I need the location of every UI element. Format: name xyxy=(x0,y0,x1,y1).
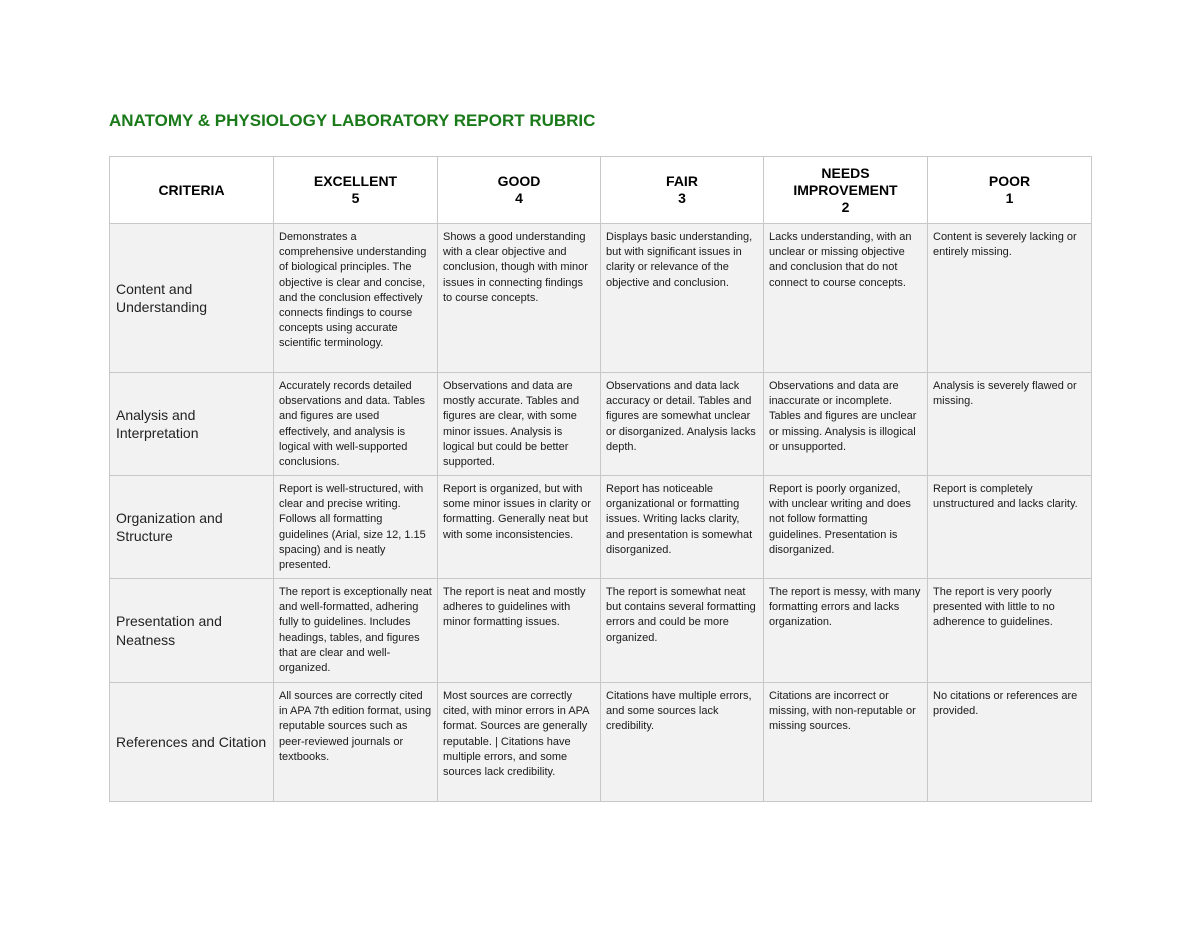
header-label: GOOD xyxy=(497,173,541,189)
descriptor-needs-improvement: Lacks understanding, with an unclear or missing objective and conclusion that do not connect to course concepts. xyxy=(764,224,928,373)
descriptor-fair: Displays basic understanding, but with significant issues in clarity or relevance of the objective and conclusion. xyxy=(601,224,764,373)
criterion-cell: Presentation and Neatness xyxy=(110,579,274,683)
header-label: EXCELLENT xyxy=(313,173,398,189)
descriptor-excellent: Report is well-structured, with clear and precise writing. Follows all formatting guidelines (Arial, size 12, 1.15 spacing) and is neatly presented. xyxy=(274,476,438,579)
header-row xyxy=(110,157,1092,224)
header-label: NEEDS IMPROVEMENT xyxy=(793,164,898,198)
descriptor-good: The report is neat and mostly adheres to guidelines with minor formatting issues. xyxy=(438,579,601,683)
table-row xyxy=(110,373,1092,476)
descriptor-excellent: Accurately records detailed observations and data. Tables and figures are used effectively, and analysis is logical with well-supported conclusions. xyxy=(274,373,438,476)
criterion-cell: Analysis and Interpretation xyxy=(110,373,274,476)
descriptor-poor: Analysis is severely flawed or missing. xyxy=(928,373,1092,476)
header-good xyxy=(438,157,601,224)
descriptor-poor: Report is completely unstructured and lacks clarity. xyxy=(928,476,1092,579)
descriptor-poor: Content is severely lacking or entirely missing. xyxy=(928,224,1092,373)
header-score: 3 xyxy=(678,190,686,206)
header-score: 1 xyxy=(1005,190,1014,206)
descriptor-needs-improvement: Report is poorly organized, with unclear writing and does not follow formatting guidelines. Presentation is disorganized. xyxy=(764,476,928,579)
table-row xyxy=(110,579,1092,683)
descriptor-excellent: The report is exceptionally neat and well-formatted, adhering fully to guidelines. Includes headings, tables, and figures that are clear and well-organized. xyxy=(274,579,438,683)
descriptor-good: Shows a good understanding with a clear objective and conclusion, though with minor issues in connecting findings to course concepts. xyxy=(438,224,601,373)
descriptor-good: Report is organized, but with some minor issues in clarity or formatting. Generally neat but with some inconsistencies. xyxy=(438,476,601,579)
criterion-cell: References and Citation xyxy=(110,683,274,802)
descriptor-needs-improvement: The report is messy, with many formatting errors and lacks organization. xyxy=(764,579,928,683)
descriptor-excellent: All sources are correctly cited in APA 7th edition format, using reputable sources such as peer-reviewed journals or textbooks. xyxy=(274,683,438,802)
header-score: 5 xyxy=(351,190,360,206)
descriptor-poor: The report is very poorly presented with little to no adherence to guidelines. xyxy=(928,579,1092,683)
criterion-cell: Organization and Structure xyxy=(110,476,274,579)
descriptor-good: Most sources are correctly cited, with minor errors in APA format. Sources are generally reputable. | Citations have multiple errors, and some sources lack credibility. xyxy=(438,683,601,802)
header-criteria xyxy=(110,157,274,224)
header-needs-improvement xyxy=(764,157,928,224)
header-score: 2 xyxy=(841,198,850,215)
rubric-table xyxy=(109,156,1092,802)
header-label: FAIR xyxy=(666,173,698,189)
table-row xyxy=(110,683,1092,802)
header-score: 4 xyxy=(515,190,523,206)
descriptor-fair: Report has noticeable organizational or formatting issues. Writing lacks clarity, and presentation is somewhat disorganized. xyxy=(601,476,764,579)
descriptor-fair: The report is somewhat neat but contains several formatting errors and could be more organized. xyxy=(601,579,764,683)
descriptor-poor: No citations or references are provided. xyxy=(928,683,1092,802)
header-label: CRITERIA xyxy=(158,181,225,198)
descriptor-needs-improvement: Citations are incorrect or missing, with non-reputable or missing sources. xyxy=(764,683,928,802)
page-title: ANATOMY & PHYSIOLOGY LABORATORY REPORT RUBRIC xyxy=(109,111,596,130)
header-label: POOR xyxy=(988,173,1031,189)
header-poor xyxy=(928,157,1092,224)
criterion-cell: Content and Understanding xyxy=(110,224,274,373)
descriptor-good: Observations and data are mostly accurate. Tables and figures are clear, with some minor issues. Analysis is logical but could be better supported. xyxy=(438,373,601,476)
descriptor-fair: Observations and data lack accuracy or detail. Tables and figures are somewhat unclear or disorganized. Analysis lacks depth. xyxy=(601,373,764,476)
table-row xyxy=(110,476,1092,579)
table-row xyxy=(110,224,1092,373)
descriptor-fair: Citations have multiple errors, and some sources lack credibility. xyxy=(601,683,764,802)
header-excellent xyxy=(274,157,438,224)
header-fair xyxy=(601,157,764,224)
descriptor-needs-improvement: Observations and data are inaccurate or incomplete. Tables and figures are unclear or missing. Analysis is illogical or unsupported. xyxy=(764,373,928,476)
descriptor-excellent: Demonstrates a comprehensive understanding of biological principles. The objective is clear and concise, and the conclusion effectively connects findings to course concepts using accurate scientific terminology. xyxy=(274,224,438,373)
